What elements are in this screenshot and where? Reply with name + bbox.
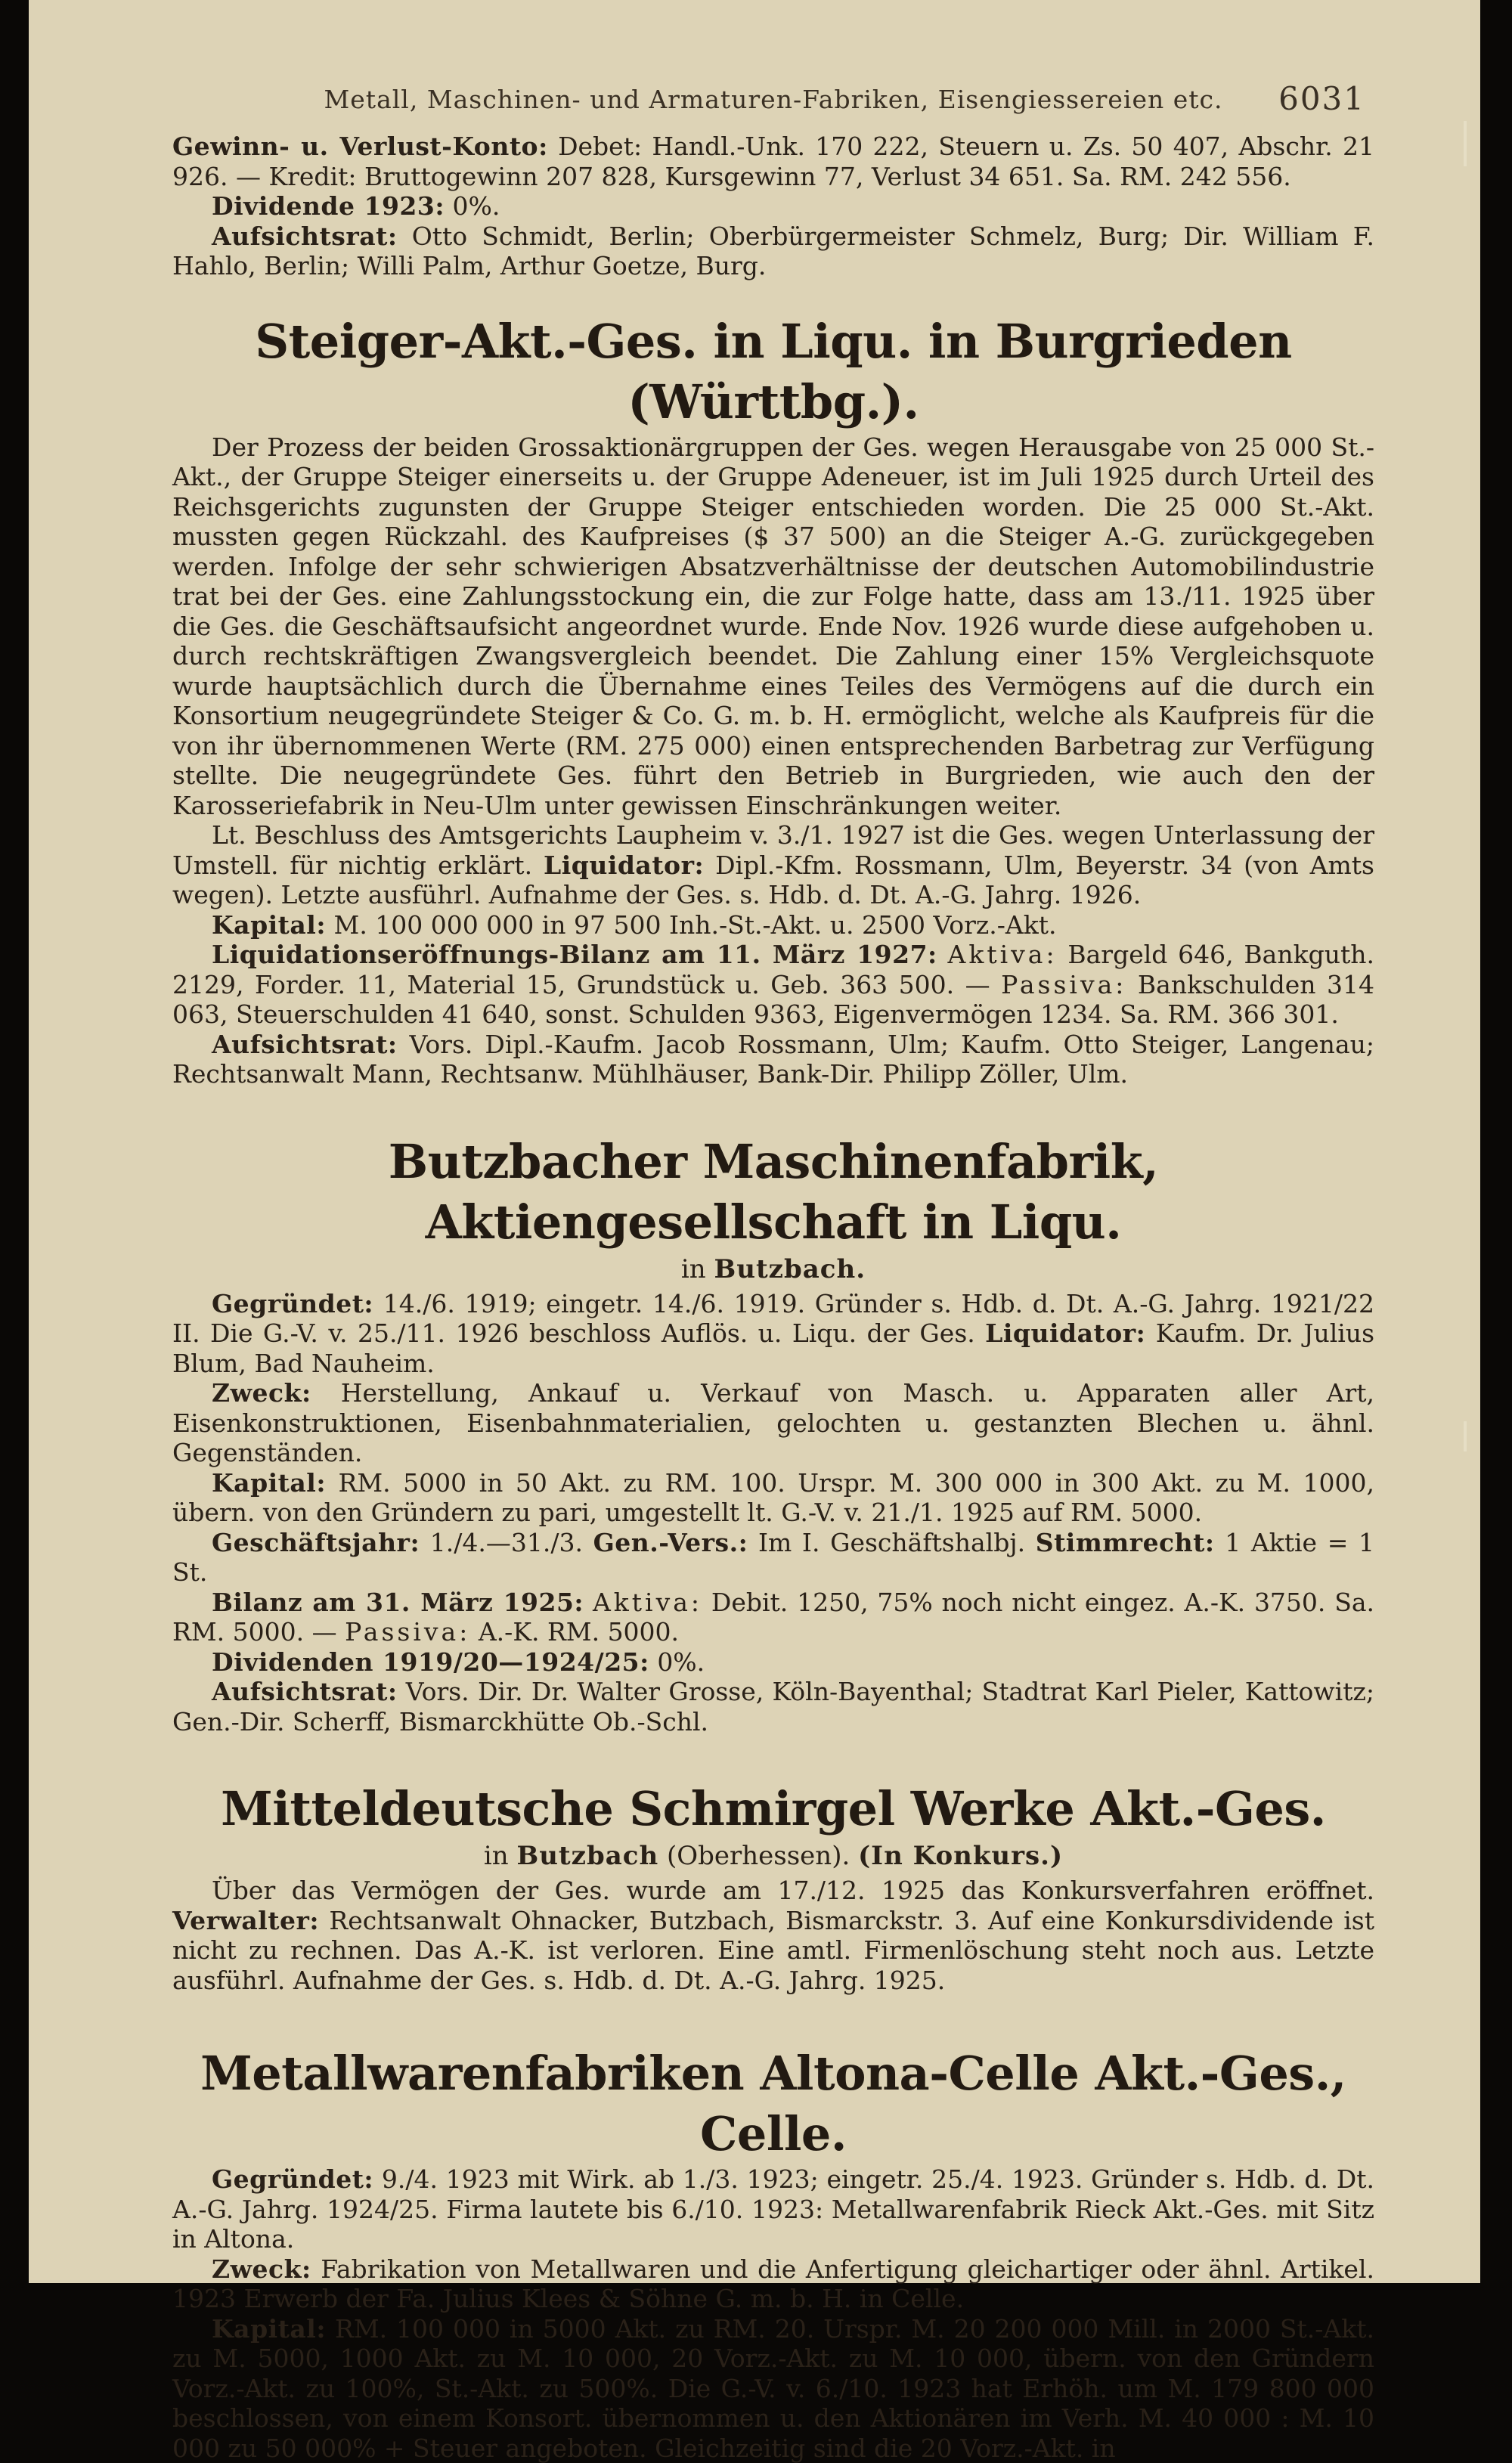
metallwaren-purpose-paragraph	[172, 2254, 1374, 2314]
board-text: Otto Schmidt, Berlin; Oberbürgermeister Schmelz, Burg; Dir. William F. Hahlo, Berlin; Willi Palm, Arthur Goetze, Burg.	[172, 222, 1374, 281]
butzbacher-purpose-text: Herstellung, Ankauf u. Verkauf von Masch. u. Apparaten aller Art, Eisenkonstruktionen, Eisenbahnmaterialien, gelochten u. gestanzten Blechen u. ähnl. Gegenständen.	[172, 1378, 1374, 1467]
label-geschaeftsjahr: Geschäftsjahr:	[212, 1528, 420, 1557]
steiger-passiva-text: Bankschulden 314 063, Steuerschulden 41 640, sonst. Schulden 9363, Eigenvermögen 1234. Sa. RM. 366 301.	[172, 970, 1374, 1030]
label-verwalter: Verwalter:	[172, 1906, 319, 1935]
steiger-capital-paragraph	[172, 910, 1374, 940]
butzbacher-title: Butzbacher Maschinenfabrik, Aktiengesellschaft in Liqu.	[172, 1132, 1374, 1253]
butzbacher-founded-text: 14./6. 1919; eingetr. 14./6. 1919. Gründer s. Hdb. d. Dt. A.-G. Jahrg. 1921/22 II. Die G.-V. v. 25./11. 1926 beschloss Auflös. u. Liqu. der Ges.	[172, 1289, 1374, 1349]
label-kapital: Kapital:	[212, 2314, 326, 2344]
label-gegruendet: Gegründet:	[212, 1289, 373, 1318]
butzbacher-purpose-paragraph	[172, 1378, 1374, 1468]
fiscal-year-text: 1./4.—31./3.	[430, 1528, 583, 1557]
location-prefix: in	[681, 1254, 706, 1284]
label-aufsichtsrat: Aufsichtsrat:	[212, 1677, 398, 1706]
metallwaren-section	[172, 2043, 1374, 2463]
butzbacher-founded-paragraph	[172, 1289, 1374, 1379]
butzbacher-passiva-text: A.-K. RM. 5000.	[479, 1617, 679, 1647]
mitteldeutsche-paragraph	[172, 1876, 1374, 1995]
label-kapital: Kapital:	[212, 1468, 326, 1498]
scan-artifact	[1464, 1421, 1467, 1451]
steiger-title: Steiger-Akt.-Ges. in Liqu. in Burgrieden (Württbg.).	[172, 311, 1374, 432]
label-liquidator: Liquidator:	[985, 1318, 1145, 1348]
butzbacher-board-paragraph	[172, 1677, 1374, 1736]
butzbacher-dividend-text: 0%.	[657, 1647, 705, 1677]
steiger-capital-text: M. 100 000 000 in 97 500 Inh.-St.-Akt. u. 2500 Vorz.-Akt.	[334, 910, 1057, 940]
metallwaren-founded-paragraph	[172, 2164, 1374, 2254]
butzbacher-aktiva-text: Debit. 1250, 75% noch nicht eingez. A.-K. 3750. Sa. RM. 5000. —	[172, 1588, 1374, 1647]
location-city: Butzbach	[516, 1841, 658, 1871]
metallwaren-capital-paragraph	[172, 2314, 1374, 2463]
label-kapital: Kapital:	[212, 910, 326, 940]
gen-vers-text: Im I. Geschäftshalbj.	[758, 1528, 1025, 1557]
butzbacher-fiscal-paragraph	[172, 1528, 1374, 1588]
butzbacher-section	[172, 1132, 1374, 1737]
label-dividende: Dividende 1923:	[212, 191, 445, 221]
steiger-liquidator-paragraph	[172, 820, 1374, 910]
steiger-liquidator-text: Dipl.-Kfm. Rossmann, Ulm, Beyerstr. 34 (von Amts wegen). Letzte ausführl. Aufnahme der Ges. s. Hdb. d. Dt. A.-G. Jahrg. 1926.	[172, 850, 1374, 910]
steiger-section	[172, 311, 1374, 1089]
butzbacher-capital-text: RM. 5000 in 50 Akt. zu RM. 100. Urspr. M. 300 000 in 300 Akt. zu M. 1000, übern. von den Gründern zu pari, umgestellt lt. G.-V. v. 21./1. 1925 auf RM. 5000.	[172, 1468, 1374, 1528]
location-prefix: in	[484, 1841, 509, 1871]
metallwaren-purpose-text: Fabrikation von Metallwaren und die Anfertigung gleichartiger oder ähnl. Artikel. 1923 Erwerb der Fa. Julius Klees & Söhne G. m. b. H. in Celle.	[172, 2254, 1374, 2314]
butzbacher-location	[172, 1253, 1374, 1286]
document-page	[29, 0, 1480, 2283]
metallwaren-title: Metallwarenfabriken Altona-Celle Akt.-Ges., Celle.	[172, 2043, 1374, 2164]
mitteldeutsche-bankruptcy-text: Über das Vermögen der Ges. wurde am 17./12. 1925 das Konkursverfahren eröffnet.	[212, 1876, 1374, 1905]
location-city: Butzbach.	[714, 1254, 866, 1284]
steiger-court-text: Lt. Beschluss des Amtsgerichts Laupheim v. 3./1. 1927 ist die Ges. wegen Unterlassung der Umstell. für nichtig erklärt.	[172, 820, 1374, 880]
label-stimmrecht: Stimmrecht:	[1036, 1528, 1215, 1557]
label-passiva: Passiva:	[1001, 970, 1126, 999]
label-gewinn: Gewinn- u. Verlust-Konto:	[172, 132, 548, 161]
label-passiva: Passiva:	[345, 1617, 470, 1647]
label-bilanz: Bilanz am 31. März 1925:	[212, 1588, 584, 1617]
label-dividenden: Dividenden 1919/20—1924/25:	[212, 1647, 649, 1677]
steiger-balance-paragraph	[172, 940, 1374, 1030]
steiger-board-text: Vors. Dipl.-Kaufm. Jacob Rossmann, Ulm; Kaufm. Otto Steiger, Langenau; Rechtsanwalt Mann, Rechtsanw. Mühlhäuser, Bank-Dir. Philipp Zöller, Ulm.	[172, 1030, 1374, 1089]
metallwaren-founded-text: 9./4. 1923 mit Wirk. ab 1./3. 1923; eingetr. 25./4. 1923. Gründer s. Hdb. d. Dt. A.-G. Jahrg. 1924/25. Firma lautete bis 6./10. 1923: Metallwarenfabrik Rieck Akt.-Ges. mit Sitz in Altona.	[172, 2164, 1374, 2254]
label-liquidator: Liquidator:	[544, 850, 704, 880]
profit-loss-text: Debet: Handl.-Unk. 170 222, Steuern u. Zs. 50 407, Abschr. 21 926. — Kredit: Bruttogewinn 207 828, Kursgewinn 77, Verlust 34 651. Sa. RM. 242 556.	[172, 132, 1374, 191]
label-aufsichtsrat: Aufsichtsrat:	[212, 1030, 398, 1059]
butzbacher-capital-paragraph	[172, 1468, 1374, 1528]
dividend-text: 0%.	[453, 191, 500, 221]
butzbacher-liquidator-text: Kaufm. Dr. Julius Blum, Bad Nauheim.	[172, 1318, 1374, 1378]
prev-entry-section	[172, 132, 1374, 281]
mitteldeutsche-administrator-text: Rechtsanwalt Ohnacker, Butzbach, Bismarckstr. 3. Auf eine Konkursdividende ist nicht zu rechnen. Das A.-K. ist verloren. Eine amtl. Firmenlöschung steht noch aus. Letzte ausführl. Aufnahme der Ges. s. Hdb. d. Dt. A.-G. Jahrg. 1925.	[172, 1906, 1374, 1995]
butzbacher-balance-paragraph	[172, 1588, 1374, 1647]
butzbacher-board-text: Vors. Dir. Dr. Walter Grosse, Köln-Bayenthal; Stadtrat Karl Pieler, Kattowitz; Gen.-Dir. Scherff, Bismarckhütte Ob.-Schl.	[172, 1677, 1374, 1736]
scan-artifact	[1464, 121, 1467, 166]
mitteldeutsche-section	[172, 1779, 1374, 1995]
label-zweck: Zweck:	[212, 1378, 311, 1408]
dividend-paragraph	[172, 191, 1374, 222]
board-paragraph	[172, 222, 1374, 281]
label-zweck: Zweck:	[212, 2254, 311, 2284]
metallwaren-capital-text: RM. 100 000 in 5000 Akt. zu RM. 20. Urspr. M. 20 200 000 Mill. in 2000 St.-Akt. zu M. 5000, 1000 Akt. zu M. 10 000, 20 Vorz.-Akt. zu M. 10 000, übern. von den Gründern Vorz.-Akt. zu 100%, St.-Akt. zu 500%. Die G.-V. v. 6./10. 1923 hat Erhöh. um M. 179 800 000 beschlossen, von einem Konsort. übernommen u. den Aktionären im Verh. M. 40 000 : M. 10 000 zu 50 000% + Steuer angeboten. Gleichzeitig sind die 20 Vorz.-Akt. in	[172, 2314, 1374, 2463]
running-head	[172, 85, 1374, 132]
steiger-aktiva-text: Bargeld 646, Bankguth. 2129, Forder. 11, Material 15, Grundstück u. Geb. 363 500. —	[172, 940, 1374, 999]
steiger-history-paragraph: Der Prozess der beiden Grossaktionärgruppen der Ges. wegen Herausgabe von 25 000 St.-Akt., der Gruppe Steiger einerseits u. der Gruppe Adeneuer, ist im Juli 1925 durch Urteil des Reichsgerichts zugunsten der Gruppe Steiger entschieden worden. Die 25 000 St.-Akt. mussten gegen Rückzahl. des Kaufpreises ($ 37 500) an die Steiger A.-G. zurückgegeben werden. Infolge der sehr schwierigen Absatzverhältnisse der deutschen Automobilindustrie trat bei der Ges. eine Zahlungsstockung ein, die zur Folge hatte, dass am 13./11. 1925 über die Ges. die Geschäftsaufsicht angeordnet wurde. Ende Nov. 1926 wurde diese aufgehoben u. durch rechtskräftigen Zwangsvergleich beendet. Die Zahlung einer 15% Vergleichsquote wurde hauptsächlich durch die Übernahme eines Teiles des Vermögens auf die durch ein Konsortium neugegründete Steiger & Co. G. m. b. H. ermöglicht, welche als Kaufpreis für die von ihr übernommenen Werte (RM. 275 000) einen entsprechenden Barbetrag zur Verfügung stellte. Die neugegründete Ges. führt den Betrieb in Burgrieden, wie auch den der Karosseriefabrik in Neu-Ulm unter gewissen Einschränkungen weiter.	[172, 432, 1374, 821]
steiger-board-paragraph	[172, 1030, 1374, 1089]
profit-loss-paragraph	[172, 132, 1374, 191]
label-aktiva: Aktiva:	[593, 1588, 702, 1617]
label-gen-vers: Gen.-Vers.:	[593, 1528, 748, 1557]
stimmrecht-text: 1 Aktie = 1 St.	[172, 1528, 1374, 1588]
label-aufsichtsrat: Aufsichtsrat:	[212, 222, 398, 251]
butzbacher-dividend-paragraph	[172, 1647, 1374, 1678]
page-number: 6031	[1278, 80, 1365, 117]
location-region: (Oberhessen).	[667, 1841, 850, 1871]
label-aktiva: Aktiva:	[948, 940, 1058, 969]
status-badge: (In Konkurs.)	[858, 1841, 1063, 1871]
label-liq-bilanz: Liquidationseröffnungs-Bilanz am 11. März 1927:	[212, 940, 937, 969]
label-gegruendet: Gegründet:	[212, 2164, 373, 2194]
running-title: Metall, Maschinen- und Armaturen-Fabriken, Eisengiessereien etc.	[324, 85, 1222, 114]
mitteldeutsche-title: Mitteldeutsche Schmirgel Werke Akt.-Ges.	[172, 1779, 1374, 1839]
mitteldeutsche-location	[172, 1839, 1374, 1873]
